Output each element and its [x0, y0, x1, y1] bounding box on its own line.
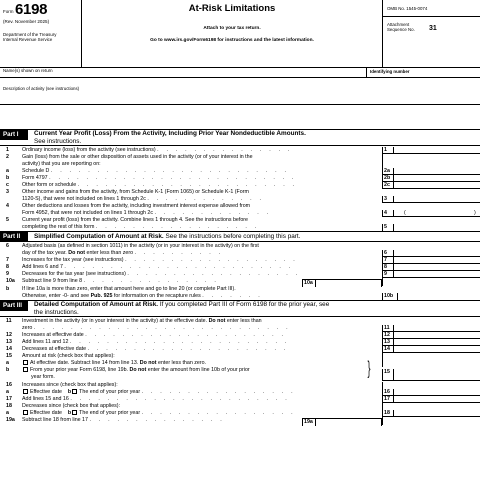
line-number: 3: [6, 189, 9, 195]
line-15b-checkbox[interactable]: [23, 367, 28, 372]
line-1: [0, 147, 480, 154]
line-label: Schedule D: [22, 168, 50, 174]
line-label-cont: zero: [22, 325, 33, 332]
line-number: 17: [6, 396, 12, 402]
option-b-letter: b: [67, 410, 72, 416]
line-2a: [0, 168, 480, 175]
line-10a-box: 10a: [302, 279, 316, 287]
line-label: Ordinary income (loss) from the activity (see instructions): [22, 147, 156, 153]
line-18-shaded: [382, 403, 480, 410]
website-instruction: Go to www.irs.gov/Form6198 for instructions and the latest information.: [150, 38, 314, 43]
line-label: If line 10a is more than zero, enter that amount here and go to line 20 (or complete Part III).: [22, 286, 236, 292]
line-11: [0, 318, 480, 332]
line-label: Form 4797: [22, 175, 48, 181]
line-text: Subtract line 9 from line 8 . . . . . . . . . . . . . . .: [22, 278, 220, 284]
part-2-header: [0, 231, 480, 242]
names-label: Name(s) shown on return: [3, 68, 53, 73]
identifying-number-label: Identifying number: [370, 69, 410, 74]
line-text: Add lines 6 and 7 . . . . . . . . . . . . . . . . . . . . . . . . .: [22, 264, 294, 270]
omb-block: [382, 0, 480, 68]
line-number: 19a: [6, 417, 15, 423]
line-box: 7: [382, 257, 394, 264]
line-label: Other deductions and losses from the activity, including investment interest expense allowed from: [22, 203, 251, 209]
line-19a-amount[interactable]: [316, 418, 382, 426]
sequence-label: Sequence No.: [387, 27, 415, 33]
line-number: 13: [6, 339, 12, 345]
open-paren: (: [404, 210, 406, 216]
part-3-title-text: Detailed Computation of Amount at Risk.: [34, 301, 159, 308]
line-text: Current year profit (loss) from the activity. Combine lines 1 through 4. See the instructions before completing the rest of this form . . . . . . . . . . . . . . . . . .: [22, 217, 260, 231]
department-block: [3, 32, 81, 42]
line-label-cont: completing the rest of this form: [22, 224, 95, 231]
line-18b-checkbox[interactable]: [72, 410, 77, 415]
line-box: 9: [382, 271, 394, 278]
line-text: [22, 154, 380, 168]
line-box: 2a: [382, 168, 394, 175]
line-8: [0, 264, 480, 271]
line-6: [0, 243, 480, 257]
form-word: Form: [3, 9, 14, 14]
activity-description-label: Description of activity (see instructions): [3, 86, 80, 91]
line-label-cont: year form.: [31, 374, 55, 381]
part-1-title: [34, 130, 478, 145]
line-box: 2b: [382, 175, 394, 182]
line-label: Decreases since (check box that applies):: [22, 403, 121, 409]
option-prior-year: The end of your prior year: [79, 410, 141, 416]
line-label-post: enter less than: [226, 318, 262, 324]
part-2-title-text: Simplified Computation of Amount at Risk.: [34, 233, 164, 240]
line-text: Add lines 15 and 16 . . . . . . . . . . . . . . . . . . . . . . . .: [22, 396, 290, 402]
line-label-bold: Do not: [139, 360, 157, 366]
brace-icon: }: [367, 358, 371, 378]
part-3-title: [34, 301, 478, 316]
line-box: 1: [382, 147, 394, 154]
line-12: [0, 332, 480, 339]
option-effective-date: Effective date: [30, 410, 62, 416]
part-3-badge: Part III: [0, 301, 28, 311]
line-label: Other income and gains from the activity, from Schedule K-1 (Form 1065) or Schedule K-1 (Form: [22, 189, 249, 195]
attach-instruction: Attach to your tax return.: [203, 26, 261, 31]
form-header: [0, 0, 480, 68]
line-10a-shaded: [382, 278, 480, 286]
line-label-cont: 1120-S), that were not included on lines 1 through 2c: [22, 196, 146, 203]
line-text: If line 10a is more than zero, enter that amount here and go to line 20 (or complete Part III). Otherwise, enter -0- and see Pub. 925 for information on the recapture rules . . . . . . .: [22, 286, 263, 300]
line-9: [0, 271, 480, 278]
line-number: b: [6, 367, 10, 373]
line-box: 10b: [382, 293, 398, 300]
name-field[interactable]: [0, 68, 480, 78]
form-title: At-Risk Limitations: [188, 3, 276, 14]
line-19a: [0, 417, 480, 425]
part-1-header: [0, 129, 480, 146]
line-number: 6: [6, 243, 9, 249]
line-number: 9: [6, 271, 9, 277]
line-2-shaded: [382, 154, 480, 168]
line-19a-box: 19a: [302, 418, 316, 426]
line-label-cont: activity) that you are reporting on:: [22, 161, 101, 168]
line-10a: [0, 278, 480, 286]
line-label-cont: Form 4952, that were not included on lines 1 through 2c: [22, 210, 154, 217]
line-16b-checkbox[interactable]: [72, 389, 77, 394]
title-block: [82, 0, 382, 68]
line-box: 17: [382, 396, 394, 403]
line-label: Increases at effective date: [22, 332, 84, 338]
line-text: Subtract line 18 from line 17 . . . . . . . . . . . . . . .: [22, 417, 225, 423]
line-text: Form 4797 . . . . . . . . . . . . . . . . . . . . . . . . . . .: [22, 175, 297, 181]
line-label-post: enter the amount from line 10b of your prior: [147, 367, 250, 373]
line-label: Add lines 11 and 12: [22, 339, 69, 345]
line-3: [0, 189, 480, 203]
line-number: 7: [6, 257, 9, 263]
identifying-number-field[interactable]: [366, 68, 480, 78]
line-number: a: [6, 410, 9, 416]
line-label: Amount at risk (check box that applies):: [22, 353, 115, 359]
line-10b-amount[interactable]: [398, 293, 480, 300]
part-3-subtitle: the instructions.: [34, 308, 79, 316]
line-text: Decreases at effective date . . . . . . . . . . . . . . . . . . . . . .: [22, 346, 289, 352]
line-number: 1: [6, 147, 9, 153]
line-box: 13: [382, 339, 394, 346]
line-16-shaded: [382, 382, 480, 389]
line-number: 10a: [6, 278, 15, 284]
line-18: [0, 403, 480, 410]
line-text: Effective date b The end of your prior year . . . . . . . . . . . . . . . . .: [22, 389, 380, 396]
line-17: [0, 396, 480, 403]
part-1-title-text: Current Year Profit (Loss) From the Activity, Including Prior Year Nondeductible Amounts.: [34, 130, 306, 137]
line-4: [0, 203, 480, 217]
line-label-post: enter less than zero.: [158, 360, 207, 366]
line-15a: [0, 360, 480, 367]
line-16: [0, 382, 480, 389]
omb-number: OMB No. 1545-0074: [387, 6, 428, 11]
line-label: Decreases at effective date: [22, 346, 87, 352]
line-label-bold: Do not: [68, 250, 86, 257]
line-label: Investment in the activity (or in your interest in the activity) at the effective date.: [22, 318, 208, 324]
line-label: Increases for the tax year (see instructions): [22, 257, 124, 263]
line-13: [0, 339, 480, 346]
row-divider: [382, 380, 480, 381]
line-box: 18: [382, 410, 394, 417]
line-label: From your prior year Form 6198, line 19b.: [30, 367, 129, 373]
line-box: 16: [382, 389, 394, 396]
line-text: Investment in the activity (or in your interest in the activity) at the effective date. Do not enter less than zero . . . . . . . . . . . . . . . . . . . . . . . . . . . .: [22, 318, 291, 332]
line-18-options: [0, 410, 480, 417]
line-number: 2: [6, 154, 9, 160]
line-15-shaded: [382, 353, 480, 360]
line-15a-checkbox[interactable]: [23, 360, 28, 365]
attachment-label: Attachment: [387, 22, 410, 27]
line-label: Current year profit (loss) from the activity. Combine lines 1 through 4. See the instructions before: [22, 217, 249, 223]
activity-description-field[interactable]: [0, 86, 480, 105]
part-2-title-rest: See the instructions before completing this part.: [165, 233, 301, 240]
line-7: [0, 257, 480, 264]
line-number: c: [6, 182, 9, 188]
line-label: Other form or schedule: [22, 182, 77, 188]
omb-divider: [383, 16, 480, 17]
line-16a-checkbox[interactable]: [23, 389, 28, 394]
line-number: 5: [6, 217, 9, 223]
line-box: 4: [382, 210, 394, 217]
line-label-post: enter less than zero: [86, 250, 134, 257]
line-label: Increases since (check box that applies):: [22, 382, 118, 388]
line-box: 15: [382, 369, 394, 381]
line-box: 2c: [382, 182, 394, 189]
form-number: 6198: [15, 1, 48, 18]
line-10b: [0, 286, 480, 300]
line-text: [22, 367, 380, 381]
line-number: 12: [6, 332, 12, 338]
line-text: Increases for the tax year (see instructions) . . . . . . . . . . . . . . . . . . .: [22, 257, 298, 263]
line-label-bold: Pub. 925: [90, 293, 113, 300]
line-14: [0, 346, 480, 353]
line-number: a: [6, 168, 9, 174]
line-number: 16: [6, 382, 12, 388]
line-19a-shaded: [382, 417, 480, 425]
line-15a-shaded: [382, 360, 480, 367]
line-text: Adjusted basis (as defined in section 1011) in the activity (or in your interest in the activity) on the first day of the tax year. Do not enter less than zero . . . . . . . . . .: [22, 243, 259, 257]
line-5-amount[interactable]: [394, 224, 480, 231]
line-15: [0, 353, 480, 360]
line-box: 14: [382, 346, 394, 353]
line-number: 14: [6, 346, 12, 352]
line-16-options: [0, 389, 480, 396]
line-label-bold: Do not: [208, 318, 226, 324]
line-2c: [0, 182, 480, 189]
option-prior-year: The end of your prior year: [79, 389, 141, 395]
line-number: b: [6, 286, 10, 292]
line-text: Other form or schedule . . . . . . . . . . . . . . . . . . . . . . . .: [22, 182, 298, 188]
line-text: Ordinary income (loss) from the activity (see instructions) . . . . . . . . . . . . . . .: [22, 147, 293, 153]
line-number: a: [6, 360, 9, 366]
option-effective-date: Effective date: [30, 389, 62, 395]
form-id-block: [0, 0, 82, 68]
line-label: Gain (loss) from the sale or other disposition of assets used in the activity (or of your interest in the: [22, 154, 253, 160]
line-text: Effective date b The end of your prior year . . . . . . . . . . . . . . . . .: [22, 410, 380, 417]
close-paren: ): [474, 210, 476, 216]
line-label: Add lines 15 and 16: [22, 396, 69, 402]
line-number: a: [6, 389, 9, 395]
line-label-cont: Otherwise, enter -0- and see: [22, 293, 90, 300]
line-number: 18: [6, 403, 12, 409]
line-text: Add lines 11 and 12 . . . . . . . . . . . . . . . . . . . . . . . .: [22, 339, 290, 345]
line-number: 15: [6, 353, 12, 359]
line-label-bold: Do not: [129, 367, 147, 373]
line-label: At effective date. Subtract line 14 from line 13.: [30, 360, 139, 366]
line-number: 4: [6, 203, 9, 209]
line-text: Other income and gains from the activity, from Schedule K-1 (Form 1065) or Schedule K-1 (Form 1120-S), that were not included on lines 1 through 2c . . . . . . . . . . . . .: [22, 189, 265, 203]
revision-date: (Rev. November 2025): [3, 19, 50, 24]
line-label: Add lines 6 and 7: [22, 264, 63, 270]
line-label: Decreases for the tax year (see instructions): [22, 271, 126, 277]
line-box: 11: [382, 325, 394, 332]
line-label-cont: day of the tax year.: [22, 250, 67, 257]
line-text: Increases at effective date . . . . . . . . . . . . . . . . . . . . . .: [22, 332, 287, 338]
line-box: 5: [382, 224, 394, 231]
part-3-title-rest: If you completed Part III of Form 6198 for the prior year, see: [159, 301, 330, 308]
option-b-letter: b: [67, 389, 72, 395]
line-5: [0, 217, 480, 231]
line-number: b: [6, 175, 10, 181]
line-label: Subtract line 9 from line 8: [22, 278, 83, 284]
line-box: 3: [382, 196, 394, 203]
line-18a-checkbox[interactable]: [23, 410, 28, 415]
line-label: Adjusted basis (as defined in section 1011) in the activity (or in your interest in the activity) on the first: [22, 243, 259, 249]
department-name: Department of the Treasury: [3, 32, 57, 37]
sequence-number: 31: [429, 25, 437, 32]
part-3-header: [0, 300, 480, 317]
service-name: Internal Revenue Service: [3, 37, 53, 43]
line-text: Decreases for the tax year (see instructions) . . . . . . . . . . . . . . . . . . .: [22, 271, 301, 277]
part-1-badge: Part I: [0, 130, 28, 140]
part-2-badge: Part II: [0, 232, 28, 242]
line-text: Other deductions and losses from the activity, including investment interest expense allowed from Form 4952, that were not included on lines 1 through 2c . . . . . . . . . . . . .: [22, 203, 272, 217]
line-box: 12: [382, 332, 394, 339]
line-2: [0, 154, 480, 168]
line-number: 11: [6, 318, 12, 324]
line-box: 6: [382, 250, 394, 257]
line-text: Schedule D . . . . . . . . . . . . . . . . . . . . . . . . . .: [22, 168, 290, 174]
line-box: 8: [382, 264, 394, 271]
line-label-post: for information on the recapture rules: [113, 293, 201, 300]
part-1-subtitle: See instructions.: [34, 137, 82, 145]
part-2-title: [34, 233, 478, 241]
line-label: Subtract line 18 from line 17: [22, 417, 88, 423]
line-2b: [0, 175, 480, 182]
line-number: 8: [6, 264, 9, 270]
attachment-sequence-label: [387, 22, 415, 33]
